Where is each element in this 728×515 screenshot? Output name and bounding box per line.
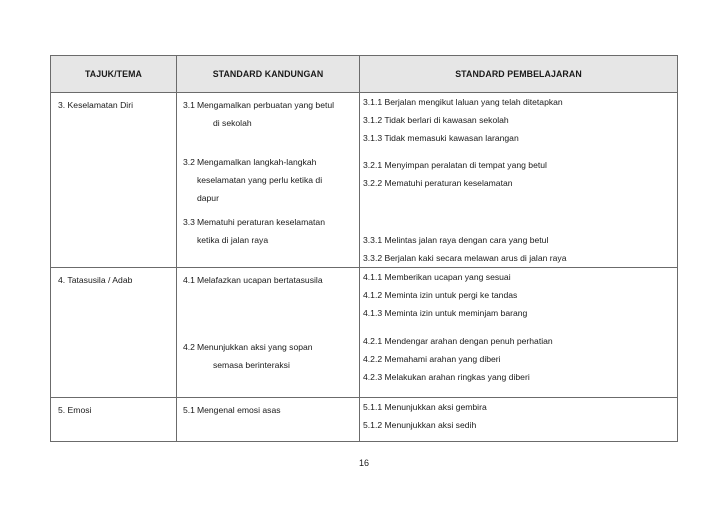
kandungan-line: Mengenal emosi asas xyxy=(196,405,281,415)
kandungan-number: 4.1 xyxy=(183,275,195,285)
pembelajaran-line: 4.2.2 Memahami arahan yang diberi xyxy=(363,354,501,364)
kandungan-item xyxy=(177,150,359,207)
kandungan-number: 5.1 xyxy=(183,405,195,415)
kandungan-line: semasa berinteraksi xyxy=(212,360,290,370)
table-row xyxy=(51,268,678,398)
pembelajaran-line: 4.2.1 Mendengar arahan dengan penuh perhatian xyxy=(363,336,553,346)
pembelajaran-line: 4.1.1 Memberikan ucapan yang sesuai xyxy=(363,272,511,282)
kandungan-cell xyxy=(177,268,360,398)
pembelajaran-line: 3.1.2 Tidak berlari di kawasan sekolah xyxy=(363,115,509,125)
kandungan-item xyxy=(177,335,359,374)
kandungan-line: di sekolah xyxy=(212,118,252,128)
tema-label: 3. Keselamatan Diri xyxy=(58,100,133,110)
tema-cell xyxy=(51,398,177,442)
kandungan-number: 4.2 xyxy=(183,342,195,352)
header-standard-kandungan: STANDARD KANDUNGAN xyxy=(177,56,360,93)
pembelajaran-line: 3.3.1 Melintas jalan raya dengan cara yang betul xyxy=(363,235,549,245)
pembelajaran-line: 3.3.2 Berjalan kaki secara melawan arus di jalan raya xyxy=(363,253,567,263)
pembelajaran-line: 3.2.2 Mematuhi peraturan keselamatan xyxy=(363,178,513,188)
kandungan-cell xyxy=(177,398,360,442)
pembelajaran-line: 4.1.2 Meminta izin untuk pergi ke tandas xyxy=(363,290,518,300)
table-row xyxy=(51,93,678,268)
kandungan-line: Mematuhi peraturan keselamatan xyxy=(196,217,325,227)
kandungan-line: Mengamalkan perbuatan yang betul xyxy=(196,100,335,110)
tema-label: 4. Tatasusila / Adab xyxy=(58,275,133,285)
pembelajaran-cell xyxy=(360,268,678,398)
pembelajaran-line: 5.1.1 Menunjukkan aksi gembira xyxy=(363,402,487,412)
kandungan-item xyxy=(177,93,359,132)
kandungan-item xyxy=(177,398,359,419)
kandungan-line: Melafazkan ucapan bertatasusila xyxy=(196,275,323,285)
kandungan-line: dapur xyxy=(196,193,219,203)
pembelajaran-line: 3.1.1 Berjalan mengikut laluan yang telah ditetapkan xyxy=(363,97,563,107)
kandungan-item xyxy=(177,268,359,289)
pembelajaran-line: 4.2.3 Melakukan arahan ringkas yang diberi xyxy=(363,372,530,382)
tema-cell xyxy=(51,268,177,398)
kandungan-item xyxy=(177,210,359,249)
pembelajaran-line: 4.1.3 Meminta izin untuk meminjam barang xyxy=(363,308,528,318)
header-standard-pembelajaran: STANDARD PEMBELAJARAN xyxy=(360,56,678,93)
header-tajuk-tema: TAJUK/TEMA xyxy=(51,56,177,93)
pembelajaran-cell xyxy=(360,93,678,268)
table-row xyxy=(51,398,678,442)
pembelajaran-line: 3.2.1 Menyimpan peralatan di tempat yang betul xyxy=(363,160,547,170)
pembelajaran-line: 3.1.3 Tidak memasuki kawasan larangan xyxy=(363,133,519,143)
kandungan-number: 3.2 xyxy=(183,157,195,167)
tema-label: 5. Emosi xyxy=(58,405,92,415)
pembelajaran-line: 5.1.2 Menunjukkan aksi sedih xyxy=(363,420,477,430)
page-number: 16 xyxy=(358,458,369,468)
pembelajaran-cell xyxy=(360,398,678,442)
kandungan-line: ketika di jalan raya xyxy=(196,235,269,245)
kandungan-line: Menunjukkan aksi yang sopan xyxy=(196,342,313,352)
curriculum-table xyxy=(50,55,678,442)
kandungan-line: keselamatan yang perlu ketika di xyxy=(196,175,323,185)
kandungan-number: 3.1 xyxy=(183,100,195,110)
kandungan-cell xyxy=(177,93,360,268)
kandungan-number: 3.3 xyxy=(183,217,195,227)
header-row xyxy=(51,56,678,93)
kandungan-line: Mengamalkan langkah-langkah xyxy=(196,157,317,167)
tema-cell xyxy=(51,93,177,268)
